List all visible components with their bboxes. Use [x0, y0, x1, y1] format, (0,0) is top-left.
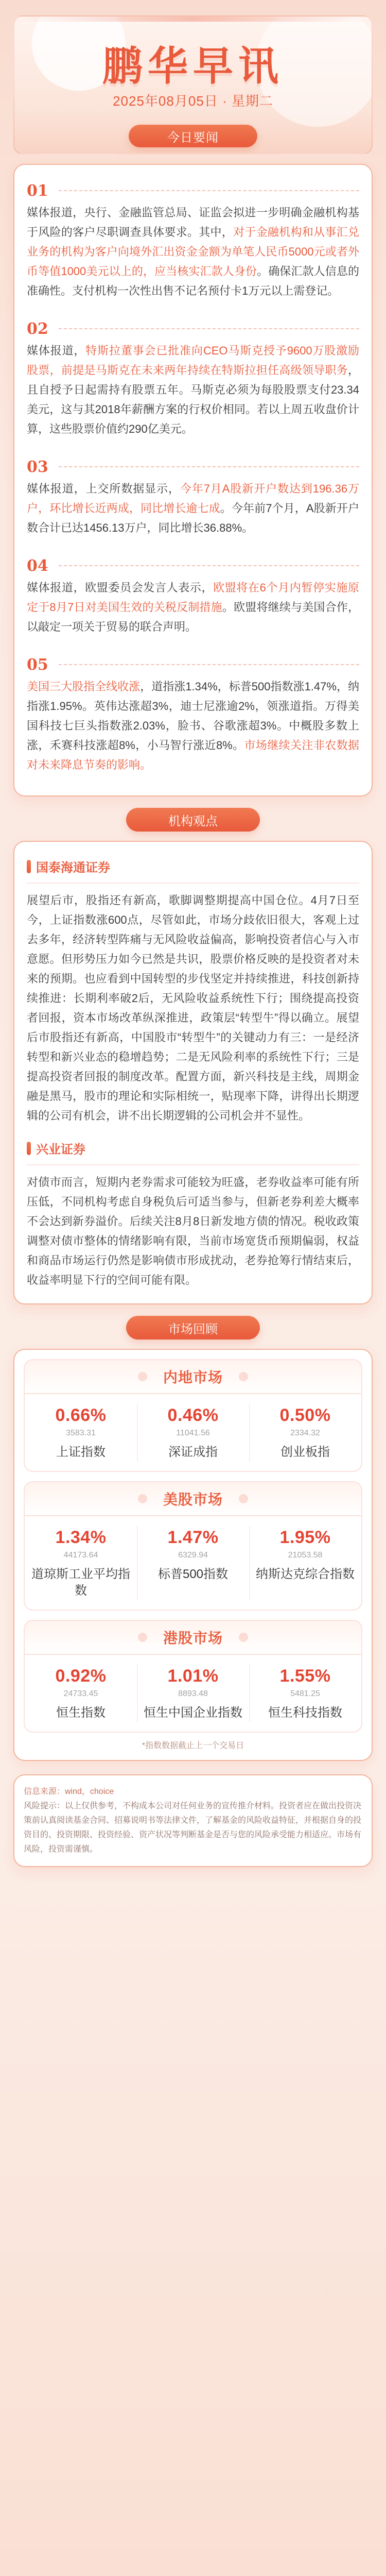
market-index-name: 创业板指: [280, 1445, 330, 1459]
market-index-name: 深证成指: [168, 1445, 218, 1459]
news-text-part: 媒体报道，上交所数据显示，: [27, 482, 180, 495]
market-group-title: 内地市场: [163, 1369, 223, 1385]
view-spacer: [27, 1126, 359, 1135]
decor-dot: [239, 1633, 248, 1642]
news-item: [27, 314, 359, 448]
section-today-pill: 今日要闻: [129, 125, 257, 147]
news-number-row: [27, 181, 359, 200]
org-divider: [27, 883, 359, 884]
market-index-value: 11041.56: [176, 1429, 210, 1437]
market-index-value: 44173.64: [63, 1551, 98, 1560]
market-card: [249, 1394, 361, 1471]
header: [13, 15, 373, 155]
decor-dot: [138, 1494, 147, 1503]
brand-title: 鹏华早讯: [102, 43, 284, 89]
org-accent-bar: [27, 1142, 31, 1155]
market-group: [24, 1481, 362, 1611]
market-card: [137, 1394, 249, 1471]
market-group-header: [25, 1621, 361, 1655]
market-group-header: [25, 1482, 361, 1516]
views-panel: [13, 841, 373, 1304]
market-index-value: 8893.48: [178, 1689, 208, 1698]
market-index-name: 标普500指数: [157, 1567, 229, 1581]
view-item-1: [27, 857, 359, 1126]
market-card: [25, 1516, 137, 1609]
market-card: [249, 1655, 361, 1732]
news-text: [27, 578, 359, 637]
view-text-1: 展望后市，股指还有新高，歌脚调整期提高中国仓位。4月7日至今，上证指数涨600点，尽管如此，市场分歧依旧很大，客观上过去多年，经济转型阵痛与无风险收益偏高，影响投资者信心与入市意愿。但形势压力如今已然是共识，股票价格反映的是投资者对未来的预期。也应看到中国转型的步伐坚定并持续推进，科技创新持续推进：长期利率破2后，无风险收益系统性下行；围绕提高投资者回报，资本市场改革纵深推进，政策层“转型牛”得以确立。展望后市股指还有新高，中国股市“转型牛”的关键动力有三：一是经济转型和新兴业态的稳增趋势；二是无风险利率的系统性下行；三是提高投资者回报的制度改革。配置方面，新兴科技是主线，周期金融是黑马，股市的理论和实际相统一，贴现率下降，讲得出长期逻辑的公司有机会，讲不出长期逻辑的公司机会并不显性。: [27, 894, 359, 1122]
news-text-part: 。欧盟将继续与美国合作，以敲定一项关于贸易的联合声明。: [27, 601, 359, 633]
market-index-value: 6329.94: [178, 1551, 208, 1560]
news-panel: [13, 164, 373, 796]
footer: [13, 1774, 373, 1867]
market-group-header: [25, 1360, 361, 1394]
market-change-percent: 0.50%: [279, 1405, 331, 1425]
market-index-value: 24733.45: [63, 1689, 98, 1698]
market-group-title: 美股市场: [163, 1492, 223, 1507]
market-cards: [25, 1655, 361, 1732]
market-panel: [13, 1349, 373, 1761]
market-group-title: 港股市场: [163, 1630, 223, 1646]
market-index-value: 21053.58: [288, 1551, 323, 1560]
header-date: 2025年08月05日 · 星期二: [113, 93, 273, 109]
news-number-row: [27, 319, 359, 338]
market-change-percent: 0.66%: [55, 1405, 107, 1425]
market-card: [137, 1516, 249, 1609]
market-card: [25, 1394, 137, 1471]
view-org-2: [27, 1139, 359, 1157]
market-groups: [24, 1359, 362, 1733]
market-cards: [25, 1516, 361, 1609]
decor-dot: [138, 1633, 147, 1642]
footer-source-text: 信息来源：wind，choice: [24, 1787, 114, 1796]
news-divider: [59, 466, 359, 467]
news-number-row: [27, 457, 359, 476]
header-ribbon: [14, 16, 372, 22]
news-divider: [59, 565, 359, 566]
market-card: [249, 1516, 361, 1609]
news-highlight: 对于金融机构和从事汇兑业务的机构为客户向境外汇出资金金额为单笔人民币5000元或者外币等值1000美元以上的，应当核实汇款人身份: [27, 226, 359, 278]
news-list: [27, 176, 359, 784]
news-number: 02: [27, 319, 48, 338]
news-item: [27, 551, 359, 646]
market-change-percent: 1.55%: [279, 1666, 331, 1686]
market-change-percent: 1.47%: [167, 1528, 219, 1547]
news-number-row: [27, 556, 359, 575]
market-card: [25, 1655, 137, 1732]
view-org-1: [27, 857, 359, 875]
news-item: [27, 452, 359, 547]
news-text-part: ，道指涨1.34%，标普500指数涨1.47%，纳指涨1.95%。英伟达涨超3%，迪士尼涨逾2%，领涨道指。万得美国科技七巨头指数涨2.03%，脸书、谷歌涨超3%。中概股多数上涨，禾赛科技涨超8%，小马智行涨近8%。: [27, 680, 359, 752]
news-text-part: 。确保汇款人信息的准确性。支付机构一次性出售不记名预付卡1万元以上需登记。: [27, 265, 359, 297]
market-change-percent: 1.01%: [167, 1666, 219, 1686]
market-index-value: 2334.32: [290, 1429, 320, 1437]
news-text-part: 媒体报道，: [27, 344, 86, 357]
market-card: [137, 1655, 249, 1732]
news-text-part: 媒体报道，央行、金融监管总局、证监会拟进一步明确金融机构基于风险的客户尽职调查具体要求。其中，: [27, 206, 359, 239]
news-text-part: ，且自授予日起需持有股票五年。马斯克必须为每股股票支付23.34美元，这与其2018年薪酬方案的行权价相同。若以上周五收盘价计算，这些股票价值约290亿美元。: [27, 364, 359, 435]
decor-dot: [138, 1372, 147, 1381]
news-text: [27, 203, 359, 301]
market-change-percent: 1.95%: [279, 1528, 331, 1547]
news-highlight: 美国三大股指全线收涨: [27, 680, 141, 693]
footer-source: [24, 1785, 362, 1799]
news-divider: [59, 664, 359, 665]
news-text: [27, 677, 359, 775]
news-item: [27, 650, 359, 784]
org-name: 兴业证券: [36, 1143, 85, 1157]
market-index-name: 恒生指数: [56, 1706, 106, 1720]
market-change-percent: 1.34%: [55, 1528, 107, 1547]
market-group: [24, 1620, 362, 1733]
news-text-part: 媒体报道，欧盟委员会发言人表示，: [27, 581, 214, 594]
news-number: 05: [27, 655, 48, 674]
news-number: 03: [27, 457, 48, 476]
news-text: [27, 341, 359, 439]
news-text: [27, 479, 359, 538]
news-number: 04: [27, 556, 48, 575]
section-market-pill: 市场回顾: [126, 1316, 260, 1340]
org-accent-bar: [27, 860, 31, 873]
section-views-pill: 机构观点: [126, 808, 260, 832]
market-index-value: 3583.31: [66, 1429, 96, 1437]
market-index-name: 道琼斯工业平均指数: [31, 1567, 130, 1598]
decor-dot: [239, 1494, 248, 1503]
org-name: 国泰海通证券: [36, 861, 110, 875]
market-index-value: 5481.25: [290, 1689, 320, 1698]
news-highlight: 市场继续关注非农数据对未来降息节奏的影响。: [27, 739, 359, 771]
market-change-percent: 0.92%: [55, 1666, 107, 1686]
news-highlight: 欧盟将在6个月内暂停实施原定于8月7日对美国生效的关税反制措施: [27, 581, 359, 614]
news-highlight: 今年7月A股新开户数达到196.36万户，环比增长近两成，同比增长逾七成: [27, 482, 359, 515]
market-group: [24, 1359, 362, 1472]
news-number: 01: [27, 181, 48, 200]
view-text-2: 对债市而言，短期内老券需求可能较为旺盛，老券收益率可能有所压低，不同机构考虑自身税负后可适当参与，但新老券利差大概率不会达到新券溢价。后续关注8月8日新发地方债的情况。税收政策调整对债市整体的情绪影响有限，当前市场宽货币预期偏弱，权益和商品市场运行仍然是影响债市形成扰动，老券抢筹行情结束后，收益率明显下行的空间可能有限。: [27, 1176, 359, 1286]
market-cards: [25, 1394, 361, 1471]
market-index-name: 纳斯达克综合指数: [256, 1567, 355, 1581]
market-note: *指数数据截止上一个交易日: [142, 1741, 244, 1750]
news-divider: [59, 328, 359, 329]
news-divider: [59, 190, 359, 191]
org-divider: [27, 1164, 359, 1165]
news-number-row: [27, 655, 359, 674]
news-text-part: 。今年前7个月，A股新开户数合计已达1456.13万户，同比增长36.88%。: [27, 502, 359, 534]
news-item: [27, 176, 359, 310]
market-index-name: 恒生科技指数: [268, 1706, 342, 1720]
view-item-2: [27, 1139, 359, 1290]
news-highlight: 特斯拉董事会已批准向CEO马斯克授予9600万股激励股票，前提是马斯克在未来两年持续在特斯拉担任高级领导职务: [27, 344, 359, 377]
market-index-name: 上证指数: [56, 1445, 106, 1459]
decor-dot: [239, 1372, 248, 1381]
market-index-name: 恒生中国企业指数: [144, 1706, 242, 1720]
market-change-percent: 0.46%: [167, 1405, 219, 1425]
footer-risk: 风险提示：以上仅供参考，不构成本公司对任何业务的宣传推介材料。投资者应在做出投资决策前认真阅读基金合同、招募说明书等法律文件，了解基金的风险收益特征，并根据自身的投资目的、投资期限、投资经验、资产状况等判断基金是否与您的风险承受能力相适应。市场有风险，投资需谨慎。: [24, 1802, 362, 1854]
